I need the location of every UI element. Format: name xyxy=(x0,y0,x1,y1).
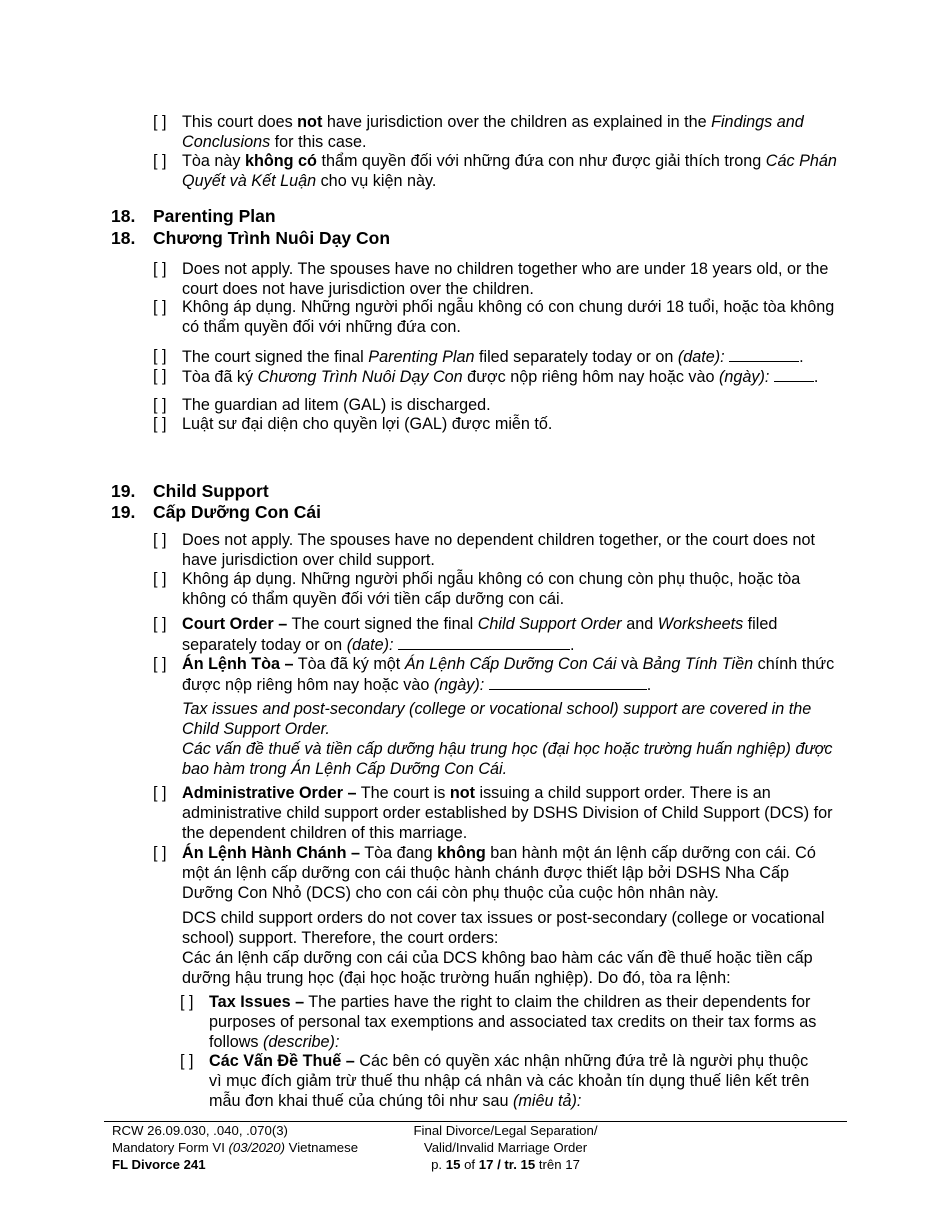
administrative-order-en: [ ] Administrative Order – The court is not issuing a child support order. There is an administrative child support order established by DSHS Division of Child Support (DCS) for the dependent children of this marriage. xyxy=(153,784,833,842)
checkbox[interactable]: [ ] xyxy=(153,415,167,433)
checkbox[interactable]: [ ] xyxy=(153,531,167,549)
checkbox[interactable]: [ ] xyxy=(153,347,167,365)
tax-issues-note-en: Tax issues and post-secondary (college or vocational school) support are covered in the Child Support Order. xyxy=(182,700,812,738)
footer-left xyxy=(112,1122,402,1173)
parenting-not-apply-vi: [ ] Không áp dụng. Những người phối ngẫu không có con chung dưới 18 tuổi, hoặc tòa không có thẩm quyền đối với những đứa con. xyxy=(153,298,835,336)
date-blank[interactable] xyxy=(774,366,814,382)
parenting-not-apply-en: [ ] Does not apply. The spouses have no children together who are under 18 years old, or the court does not have jurisdiction over the children. xyxy=(153,260,829,298)
checkbox[interactable]: [ ] xyxy=(180,1052,194,1070)
footer-title-line1: Final Divorce/Legal Separation/ xyxy=(413,1123,598,1138)
court-order-en: [ ] Court Order – The court signed the final Child Support Order and Worksheets filed separately today or on (date): . xyxy=(153,615,778,654)
checkbox[interactable]: [ ] xyxy=(153,367,167,385)
date-blank[interactable] xyxy=(729,346,799,362)
jurisdiction-option-vi: [ ] Tòa này không có thẩm quyền đối với những đứa con như được giải thích trong Các Phán Quyết và Kết Luận cho vụ kiện này. xyxy=(153,152,837,190)
dcs-orders-note-en: DCS child support orders do not cover tax issues or post-secondary (college or vocational school) support. Therefore, the court orders: xyxy=(182,909,825,947)
administrative-order-vi: [ ] Án Lệnh Hành Chánh – Tòa đang không ban hành một án lệnh cấp dưỡng con cái. Có một án lệnh cấp dưỡng con cái thuộc hành chánh được thiết lập bởi DSHS Nha Cấp Dưỡng Con Nhỏ (DCS) cho con cái còn phụ thuộc của cuộc hôn nhân này. xyxy=(153,844,816,902)
gal-discharged-vi: [ ] Luật sư đại diện cho quyền lợi (GAL) được miễn tố. xyxy=(153,415,553,433)
checkbox[interactable]: [ ] xyxy=(153,784,167,802)
checkbox[interactable]: [ ] xyxy=(153,844,167,862)
checkbox[interactable]: [ ] xyxy=(180,993,194,1011)
date-blank[interactable] xyxy=(489,674,647,690)
dcs-orders-note-vi: Các án lệnh cấp dưỡng con cái của DCS không bao hàm các vấn đề thuế hoặc tiền cấp dưỡng hậu trung học (đại học hoặc trường huấn nghiệp). Do đó, tòa ra lệnh: xyxy=(182,949,813,987)
checkbox[interactable]: [ ] xyxy=(153,298,167,316)
footer-page-number: p. 15 of 17 / tr. 15 trên 17 xyxy=(431,1157,580,1172)
footer-mandatory-form: Mandatory Form VI (03/2020) Vietnamese xyxy=(112,1140,359,1155)
gal-discharged-en: [ ] The guardian ad litem (GAL) is discharged. xyxy=(153,396,491,414)
section-19-heading-vi: 19. Cấp Dưỡng Con Cái xyxy=(111,502,322,522)
jurisdiction-option-en: [ ] This court does not have jurisdiction over the children as explained in the Findings and Conclusions for this case. xyxy=(153,113,804,151)
tax-issues-option-vi: [ ] Các Vấn Đề Thuế – Các bên có quyền xác nhận những đứa trẻ là người phụ thuộc vì mục đích giảm trừ thuế thu nhập cá nhân và các khoản tín dụng thuế liên kết trên mẫu đơn khai thuế của chúng tôi như sau (miêu tả): xyxy=(180,1052,810,1110)
footer-rcw: RCW 26.09.030, .040, .070(3) xyxy=(112,1123,288,1138)
date-blank[interactable] xyxy=(398,634,570,650)
checkbox[interactable]: [ ] xyxy=(153,152,167,170)
checkbox[interactable]: [ ] xyxy=(153,260,167,278)
checkbox[interactable]: [ ] xyxy=(153,570,167,588)
checkbox[interactable]: [ ] xyxy=(153,396,167,414)
parenting-plan-signed-en: [ ] The court signed the final Parenting Plan filed separately today or on (date): . xyxy=(153,347,804,366)
child-support-not-apply-en: [ ] Does not apply. The spouses have no dependent children together, or the court does not have jurisdiction over child support. xyxy=(153,531,815,569)
child-support-not-apply-vi: [ ] Không áp dụng. Những người phối ngẫu không có con chung còn phụ thuộc, hoặc tòa không có thẩm quyền đối với tiền cấp dưỡng con cái. xyxy=(153,570,801,608)
section-19-heading-en: 19. Child Support xyxy=(111,481,269,501)
court-order-vi: [ ] Án Lệnh Tòa – Tòa đã ký một Án Lệnh Cấp Dưỡng Con Cái và Bảng Tính Tiền chính thức được nộp riêng hôm nay hoặc vào (ngày): . xyxy=(153,655,835,694)
footer-center xyxy=(398,1122,613,1173)
parenting-plan-signed-vi: [ ] Tòa đã ký Chương Trình Nuôi Dạy Con được nộp riêng hôm nay hoặc vào (ngày): . xyxy=(153,367,819,386)
checkbox[interactable]: [ ] xyxy=(153,655,167,673)
footer-title-line2: Valid/Invalid Marriage Order xyxy=(423,1140,588,1155)
tax-issues-option-en: [ ] Tax Issues – The parties have the right to claim the children as their dependents for purposes of personal tax exemptions and associated tax credits on their tax forms as follows (describe): xyxy=(180,993,817,1051)
checkbox[interactable]: [ ] xyxy=(153,113,167,131)
checkbox[interactable]: [ ] xyxy=(153,615,167,633)
section-18-heading-vi: 18. Chương Trình Nuôi Dạy Con xyxy=(111,228,391,248)
footer-form-id: FL Divorce 241 xyxy=(112,1157,206,1172)
tax-issues-note-vi: Các vấn đề thuế và tiền cấp dưỡng hậu trung học (đại học hoặc trường huấn nghiệp) được bao hàm trong Án Lệnh Cấp Dưỡng Con Cái. xyxy=(182,740,833,778)
section-18-heading-en: 18. Parenting Plan xyxy=(111,206,276,226)
